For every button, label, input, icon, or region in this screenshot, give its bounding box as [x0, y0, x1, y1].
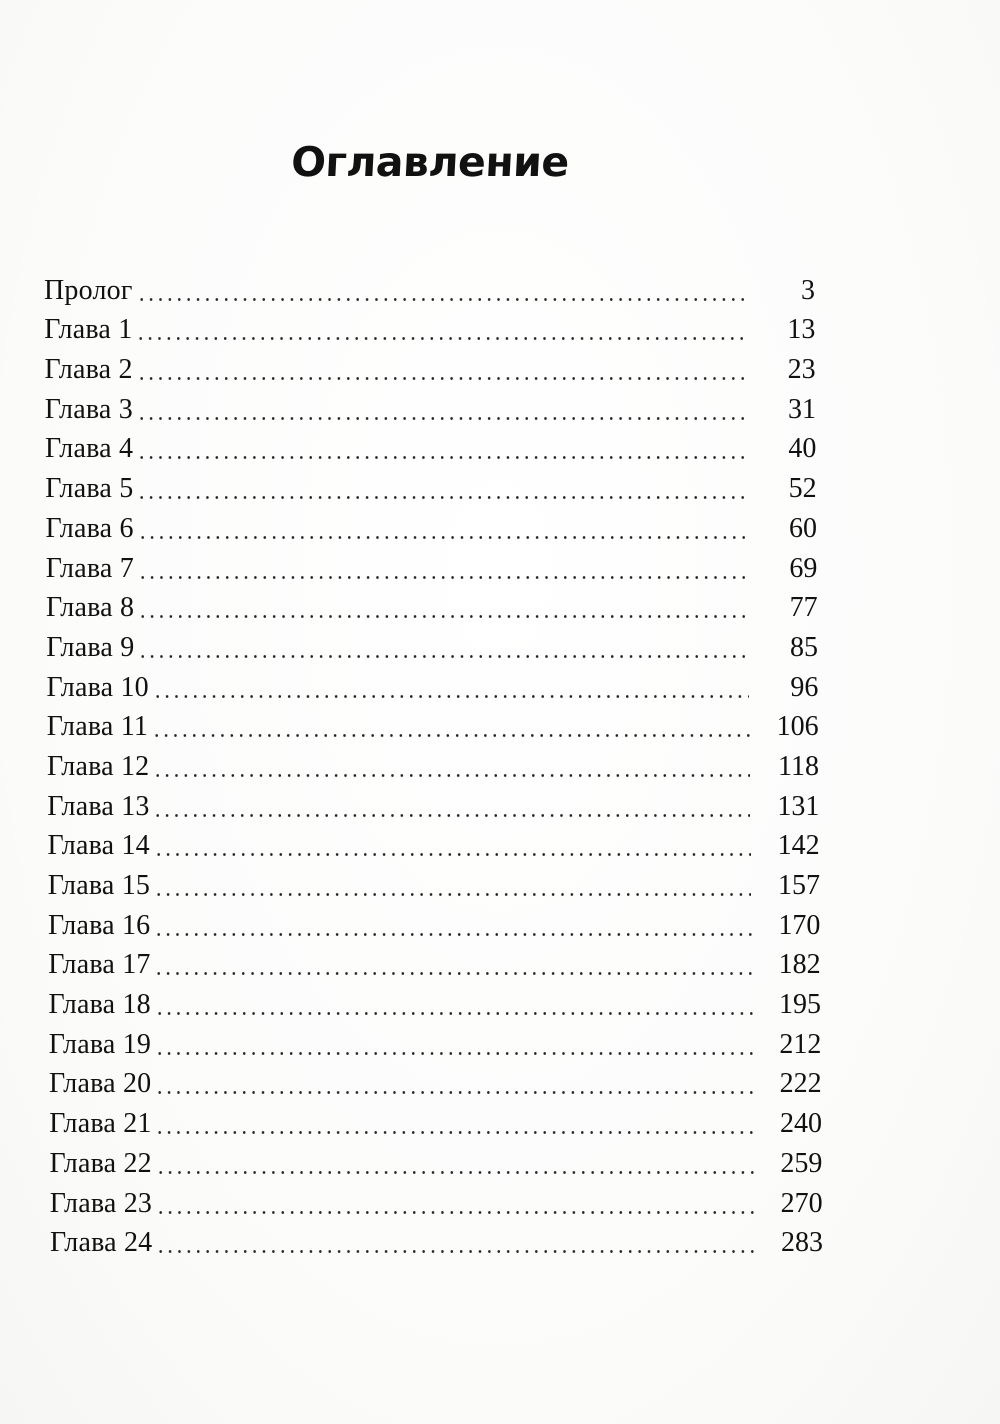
toc-entry — [0, 668, 1000, 708]
toc-entry-label: Глава 5 — [45, 473, 134, 505]
toc-entry-label: Глава 9 — [46, 631, 135, 663]
dot-leader — [154, 893, 751, 896]
toc-entry — [0, 549, 1000, 589]
dot-leader — [156, 1250, 755, 1253]
dot-leader — [137, 417, 746, 420]
toc-entry — [0, 271, 1000, 311]
toc-entry-label: Глава 14 — [47, 830, 150, 862]
dot-leader — [138, 655, 749, 658]
dot-leader — [154, 933, 752, 936]
toc-entry — [0, 311, 1000, 351]
toc-entry-label: Глава 6 — [45, 512, 134, 544]
toc-entry — [0, 1224, 1000, 1264]
toc-entry-page-number: 259 — [780, 1147, 823, 1179]
dot-leader — [152, 734, 750, 737]
dot-leader — [137, 496, 747, 499]
dot-leader — [154, 972, 752, 975]
dot-leader — [153, 695, 749, 698]
toc-entry-page-number: 85 — [790, 631, 818, 663]
dot-leader — [137, 456, 747, 459]
toc-entry — [0, 708, 1000, 748]
toc-entry — [0, 906, 1000, 946]
toc-entry-page-number: 31 — [788, 393, 816, 425]
toc-entry — [0, 469, 1000, 509]
toc-entry — [0, 1184, 1000, 1224]
toc-entry-label: Глава 3 — [44, 393, 133, 425]
toc-entry-label: Глава 8 — [46, 592, 135, 624]
toc-entry-page-number: 96 — [790, 671, 819, 703]
toc-entry-page-number: 3 — [801, 274, 815, 306]
toc-entry-page-number: 212 — [779, 1028, 822, 1060]
toc-entry — [0, 946, 1000, 986]
toc-entry-page-number: 40 — [788, 433, 817, 465]
dot-leader — [155, 1052, 753, 1055]
toc-entry-label: Глава 10 — [46, 671, 149, 703]
toc-entry-label: Глава 18 — [48, 989, 151, 1021]
toc-entry-label: Глава 21 — [49, 1108, 152, 1140]
toc-entry-page-number: 270 — [780, 1187, 823, 1219]
toc-entry — [0, 1065, 1000, 1105]
toc-entry-page-number: 131 — [777, 790, 820, 822]
toc-entry-label: Глава 24 — [50, 1227, 153, 1259]
toc-entry — [0, 430, 1000, 470]
toc-entry-page-number: 69 — [789, 552, 818, 584]
toc-entry-page-number: 195 — [779, 989, 821, 1021]
toc-entry-label: Глава 23 — [49, 1187, 153, 1219]
toc-entry — [0, 1144, 1000, 1184]
toc-entry-label: Глава 20 — [49, 1068, 152, 1100]
page-title: Оглавление — [289, 138, 571, 186]
toc-entry — [0, 1104, 1000, 1144]
toc-entry-page-number: 142 — [777, 830, 820, 862]
toc-entry-label: Глава 4 — [45, 433, 134, 465]
dot-leader — [156, 1211, 755, 1214]
toc-entry-label: Глава 11 — [46, 711, 149, 743]
dot-leader — [138, 576, 748, 579]
toc-entry-page-number: 52 — [788, 473, 817, 505]
toc-entry — [0, 390, 1000, 430]
dot-leader — [155, 1091, 753, 1094]
toc-entry-page-number: 170 — [778, 909, 821, 941]
dot-leader — [153, 814, 750, 817]
dot-leader — [138, 615, 748, 618]
toc-entry-label: Глава 22 — [49, 1147, 152, 1179]
toc-entry-page-number: 60 — [789, 512, 817, 544]
toc-entry — [0, 787, 1000, 827]
toc-entry — [0, 350, 1000, 390]
toc-entry-label: Глава 17 — [48, 949, 151, 981]
toc-entry — [0, 827, 1000, 867]
table-of-contents — [0, 271, 1000, 1263]
dot-leader — [153, 774, 750, 777]
toc-entry-page-number: 283 — [781, 1227, 823, 1259]
toc-entry-page-number: 182 — [778, 949, 821, 981]
dot-leader — [154, 853, 751, 856]
dot-leader — [155, 1131, 754, 1134]
toc-entry — [0, 628, 1000, 668]
dot-leader — [137, 377, 746, 380]
toc-entry-label: Глава 7 — [45, 552, 134, 584]
toc-entry-page-number: 222 — [779, 1068, 822, 1100]
toc-entry — [0, 866, 1000, 906]
toc-entry-page-number: 13 — [787, 314, 816, 346]
dot-leader — [138, 536, 748, 539]
toc-entry-label: Глава 12 — [47, 750, 150, 782]
toc-entry-label: Глава 1 — [44, 314, 133, 346]
toc-entry — [0, 589, 1000, 629]
dot-leader — [137, 298, 745, 301]
dot-leader — [156, 1171, 754, 1174]
toc-entry-page-number: 77 — [789, 592, 818, 624]
toc-entry — [0, 747, 1000, 787]
toc-entry-page-number: 118 — [778, 750, 819, 782]
toc-entry — [0, 1025, 1000, 1065]
toc-entry-label: Глава 19 — [48, 1028, 152, 1060]
toc-entry — [0, 985, 1000, 1025]
toc-entry-label: Глава 16 — [48, 909, 151, 941]
toc-entry-label: Глава 2 — [44, 354, 133, 386]
toc-entry-page-number: 240 — [780, 1108, 822, 1140]
toc-entry-page-number: 106 — [776, 711, 819, 743]
toc-entry-label: Глава 15 — [47, 870, 151, 901]
dot-leader — [155, 1012, 753, 1015]
toc-entry — [0, 509, 1000, 549]
toc-entry-page-number: 23 — [787, 354, 816, 386]
toc-entry-page-number: 157 — [778, 870, 820, 901]
dot-leader — [136, 337, 745, 340]
toc-entry-label: Пролог — [44, 274, 133, 306]
toc-entry-label: Глава 13 — [47, 790, 150, 822]
